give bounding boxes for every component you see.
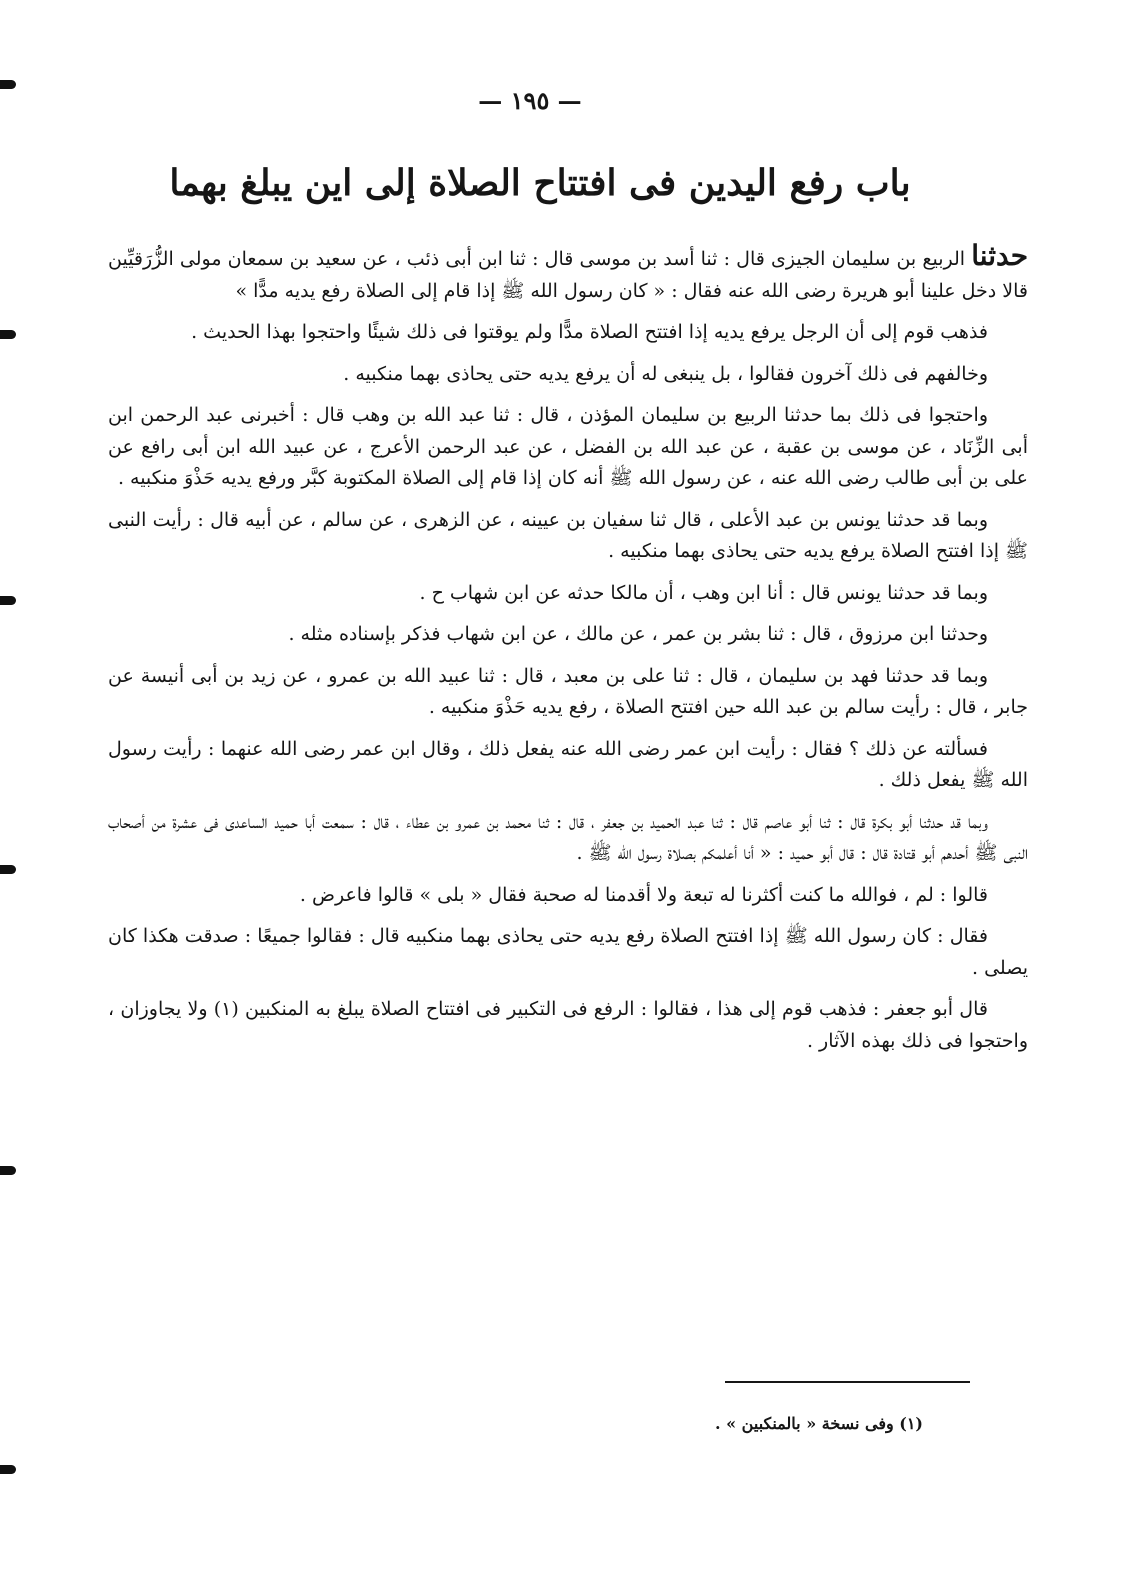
paragraph: وحدثنا ابن مرزوق ، قال : ثنا بشر بن عمر ، عن مالك ، عن ابن شهاب فذكر بإسناده مثله . <box>288 623 988 645</box>
scan-margin-mark <box>0 1465 16 1474</box>
paragraph: فقال : كان رسول الله ﷺ إذا افتتح الصلاة رفع يديه حتى يحاذى بهما منكبيه قال : فقالوا جميعًا : صدقت هكذا كان يصلى . <box>108 925 1028 979</box>
hadith-opener: حدثنا <box>971 239 1028 272</box>
scan-margin-mark <box>0 865 16 874</box>
paragraph <box>108 240 1028 307</box>
paragraph: قال أبو جعفر : فذهب قوم إلى هذا ، فقالوا : الرفع فى التكبير فى افتتاح الصلاة يبلغ به المنكبين (١) ولا يجاوزان ، واحتجوا فى ذلك بهذه الآثار . <box>108 998 1028 1052</box>
paragraph: وبما قد حدثنا يونس قال : أنا ابن وهب ، أن مالكا حدثه عن ابن شهاب ح . <box>419 581 988 604</box>
paragraph: وبما قد حدثنا أبو بكرة قال : ثنا أبو عاصم قال : ثنا عبد الحميد بن جعفر ، قال : ثنا محمد بن عمرو بن عطاء ، قال : سمعت أبا حميد الساعدى فى عشرة من أصحاب النبى ﷺ أحدهم أبو قتادة قال : قال أبو حميد : « أنا أعلمكم بصلاة رسول الله ﷺ . <box>108 810 1028 864</box>
paragraph: وخالفهم فى ذلك آخرون فقالوا ، بل ينبغى له أن يرفع يديه حتى يحاذى بهما منكبيه . <box>343 362 988 385</box>
paragraph: فسألته عن ذلك ؟ فقال : رأيت ابن عمر رضى الله عنه يفعل ذلك ، وقال ابن عمر رضى الله عنهما : رأيت رسول الله ﷺ يفعل ذلك . <box>108 737 1028 791</box>
paragraph: وبما قد حدثنا يونس بن عبد الأعلى ، قال ثنا سفيان بن عيينه ، عن الزهرى ، عن سالم ، عن أبيه قال : رأيت النبى ﷺ إذا افتتح الصلاة يرفع يديه حتى يحاذى بهما منكبيه . <box>108 508 1028 562</box>
footnote: (١) وفى نسخة « بالمنكبين » . <box>714 1414 923 1433</box>
paragraph: فذهب قوم إلى أن الرجل يرفع يديه إذا افتتح الصلاة مدًّا ولم يوقتوا فى ذلك شيئًا واحتجوا بهذا الحديث . <box>191 321 988 343</box>
chapter-title: باب رفع اليدين فى افتتاح الصلاة إلى اين يبلغ بهما <box>169 162 911 204</box>
footnote-divider <box>725 1381 970 1383</box>
scan-margin-mark <box>0 330 16 339</box>
page-number: — ١٩٥ — <box>478 86 582 115</box>
scan-margin-mark <box>0 80 16 89</box>
paragraph: وبما قد حدثنا فهد بن سليمان ، قال : ثنا على بن معبد ، قال : ثنا عبيد الله بن عمرو ، عن زيد بن أبى أنيسة عن جابر ، قال : رأيت سالم بن عبد الله حين افتتح الصلاة ، رفع يديه حَذْوَ منكبيه . <box>108 664 1028 718</box>
scan-margin-mark <box>0 1166 16 1175</box>
body-text <box>108 240 1028 1067</box>
scan-margin-mark <box>0 596 16 605</box>
paragraph-text: الربيع بن سليمان الجيزى قال : ثنا أسد بن موسى قال : ثنا ابن أبى ذئب ، عن سعيد بن سمعان مولى الزُّرَقيِّين قالا دخل علينا أبو هريرة رضى الله عنه فقال : « كان رسول الله ﷺ إذا قام إلى الصلاة رفع يديه مدًّا » <box>108 248 1028 302</box>
paragraph: واحتجوا فى ذلك بما حدثنا الربيع بن سليمان المؤذن ، قال : ثنا عبد الله بن وهب قال : أخبرنى عبد الرحمن ابن أبى الزِّنَاد ، عن موسى بن عقبة ، عن عبد الله بن الفضل ، عن عبد الرحمن الأعرج ، عن عبيد الله ابن أبى رافع عن على بن أبى طالب رضى الله عنه ، عن رسول الله ﷺ أنه كان إذا قام إلى الصلاة المكتوبة كبَّر ورفع يديه حَذْوَ منكبيه . <box>108 404 1029 489</box>
paragraph: قالوا : لم ، فوالله ما كنت أكثرنا له تبعة ولا أقدمنا له صحبة فقال « بلى » قالوا فاعرض . <box>299 883 988 906</box>
